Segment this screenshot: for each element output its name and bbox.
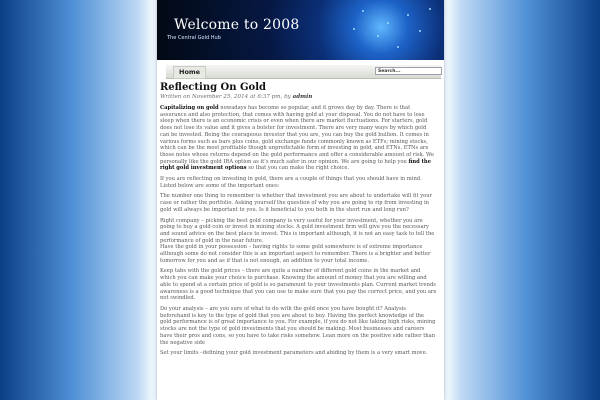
- intro-investment-link[interactable]: find the right gold investment options: [160, 158, 432, 172]
- post-intro-paragraph: [160, 105, 437, 172]
- post-paragraph: Right company – picking the best gold company is very useful for your investment, whether you are going to buy a gold coin or invest in mining stocks. A gold investment firm will give you the necessary and sound advice on the best place to invest. This is important although, it is not an easy task to tell the performance of gold in the near future.: [160, 217, 435, 244]
- intro-lead-link[interactable]: Capitalizing on gold: [160, 105, 219, 111]
- intro-body: nowadays has become so popular, and it grows day by day. There is that assurance and also protection, that comes with having gold at your disposal. You do not have to lose sleep when there is an economic crisis or even when there are market fluctuations. For starters, gold does not lose its value and it gives a bolster for investment. There are very many ways by which gold can be invested. Being the courageous investor that you are, you can buy the gold bullion. It comes in various forms such as bars plus coins, gold exchange funds commonly known as ETFs; mining stocks, which can be the most profitable though unpredictable form of investing in gold, and ETNs. ETNs are those notes whose returns depend on the gold performance and offer a considerable amount of risk. We personally like the gold IRA option as it’s much safer in our opinion. We are going to help you: [160, 105, 435, 165]
- post-paragraph: If you are reflecting on investing in gold, there are a couple of things that you should have in mind. Listed below are some of the important ones:: [160, 176, 422, 189]
- post-paragraph: Keep tabs with the gold prices – there are quite a number of different gold coins in the market and which you can make your choice to purchase. Knowing the amount of money that you are willing and able to spend at a certain price of gold is so paramount to your investments plan. Current market trends awareness is a good technique that you can use to make sure that you pay the correct price, and you are not swindled.: [160, 268, 437, 302]
- navigation-bar: [166, 65, 441, 79]
- post-paragraph: Do your analysis – are you sure of what to do with the gold once you have bought it? Analysis beforehand is key to the type of gold that you are about to buy. Having the perfect knowledge of the gold performance is of great importance to you. For example, if you do not like taking high risks, mining stocks are not the type of gold investments that you should be making. Most businesses and careers have their pros and cons, so you have to take risks somehow. Lean more on the positive side rather than the negative side: [160, 305, 436, 346]
- site-title[interactable]: Welcome to 2008: [174, 17, 300, 33]
- post-paragraph: Have the gold in your possession – having rights to some gold somewhere is of extreme importance although some do not consider this is an important aspect to remember. There is a brighter and better tomorrow for you and as if that is not enough, an addition to your total income.: [160, 244, 431, 264]
- post-content: [160, 82, 437, 361]
- page-container: [157, 0, 444, 400]
- post-author-link[interactable]: admin: [292, 94, 313, 100]
- post-title[interactable]: Reflecting On Gold: [160, 82, 267, 93]
- post-paragraph: Set your limits –defining your gold investment parameters and abiding by them is a very smart move.: [160, 350, 428, 357]
- nav-home-tab[interactable]: Home: [173, 66, 206, 79]
- post-meta-text: Written on November 25, 2014 at 6:37 pm, by: [160, 94, 291, 100]
- site-header: [157, 0, 444, 60]
- intro-tail: so that you can make the right choice.: [246, 165, 350, 172]
- site-description: The Central Gold Hub: [167, 35, 221, 41]
- post-meta: [160, 94, 437, 101]
- search-input[interactable]: Search...: [375, 67, 442, 75]
- post-paragraph: The number one thing to remember is whether that investment you are about to undertake will fit your case or rather the portfolio. Asking yourself the question of why you are going to rip from investing in gold will always be important to you. Is it beneficial to you both in the short run and long run?: [160, 193, 433, 213]
